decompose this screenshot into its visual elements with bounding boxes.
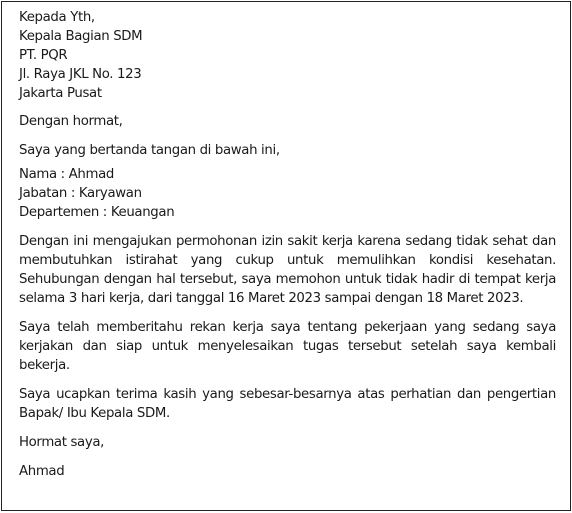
recipient-line-title: Kepala Bagian SDM — [19, 29, 143, 44]
recipient-line-salutation: Kepada Yth, — [19, 10, 95, 25]
thanks-paragraph: Saya ucapkan terima kasih yang sebesar-besarnya atas perhatian dan pengertian Bapak/ Ibu Kepala SDM. — [19, 387, 556, 421]
recipient-line-company: PT. PQR — [19, 48, 68, 63]
recipient-line-city: Jakarta Pusat — [19, 86, 102, 101]
signature-name: Ahmad — [19, 464, 65, 479]
request-paragraph: Dengan ini mengajukan permohonan izin sakit kerja karena sedang tidak sehat dan membutuhkan istirahat yang cukup untuk memulihkan kondisi kesehatan. Sehubungan dengan hal tersebut, saya memohon untuk tidak hadir di tempat kerja selama 3 hari kerja, dari tanggal 16 Maret 2023 sampai dengan 18 Maret 2023. — [19, 234, 556, 306]
identity-department: Departemen : Keuangan — [19, 205, 175, 220]
identity-name: Nama : Ahmad — [19, 167, 114, 182]
letter-page — [1, 1, 571, 511]
identity-block — [19, 165, 556, 222]
intro-sentence: Saya yang bertanda tangan di bawah ini, — [19, 143, 280, 158]
greeting: Dengan hormat, — [19, 114, 123, 129]
identity-position: Jabatan : Karyawan — [19, 186, 142, 201]
closing-phrase: Hormat saya, — [19, 435, 105, 450]
recipient-address — [19, 8, 556, 103]
recipient-line-street: Jl. Raya JKL No. 123 — [19, 67, 142, 82]
handover-paragraph: Saya telah memberitahu rekan kerja saya tentang pekerjaan yang sedang saya kerjakan dan siap untuk menyelesaikan tugas tersebut setelah saya kembali bekerja. — [19, 320, 556, 373]
